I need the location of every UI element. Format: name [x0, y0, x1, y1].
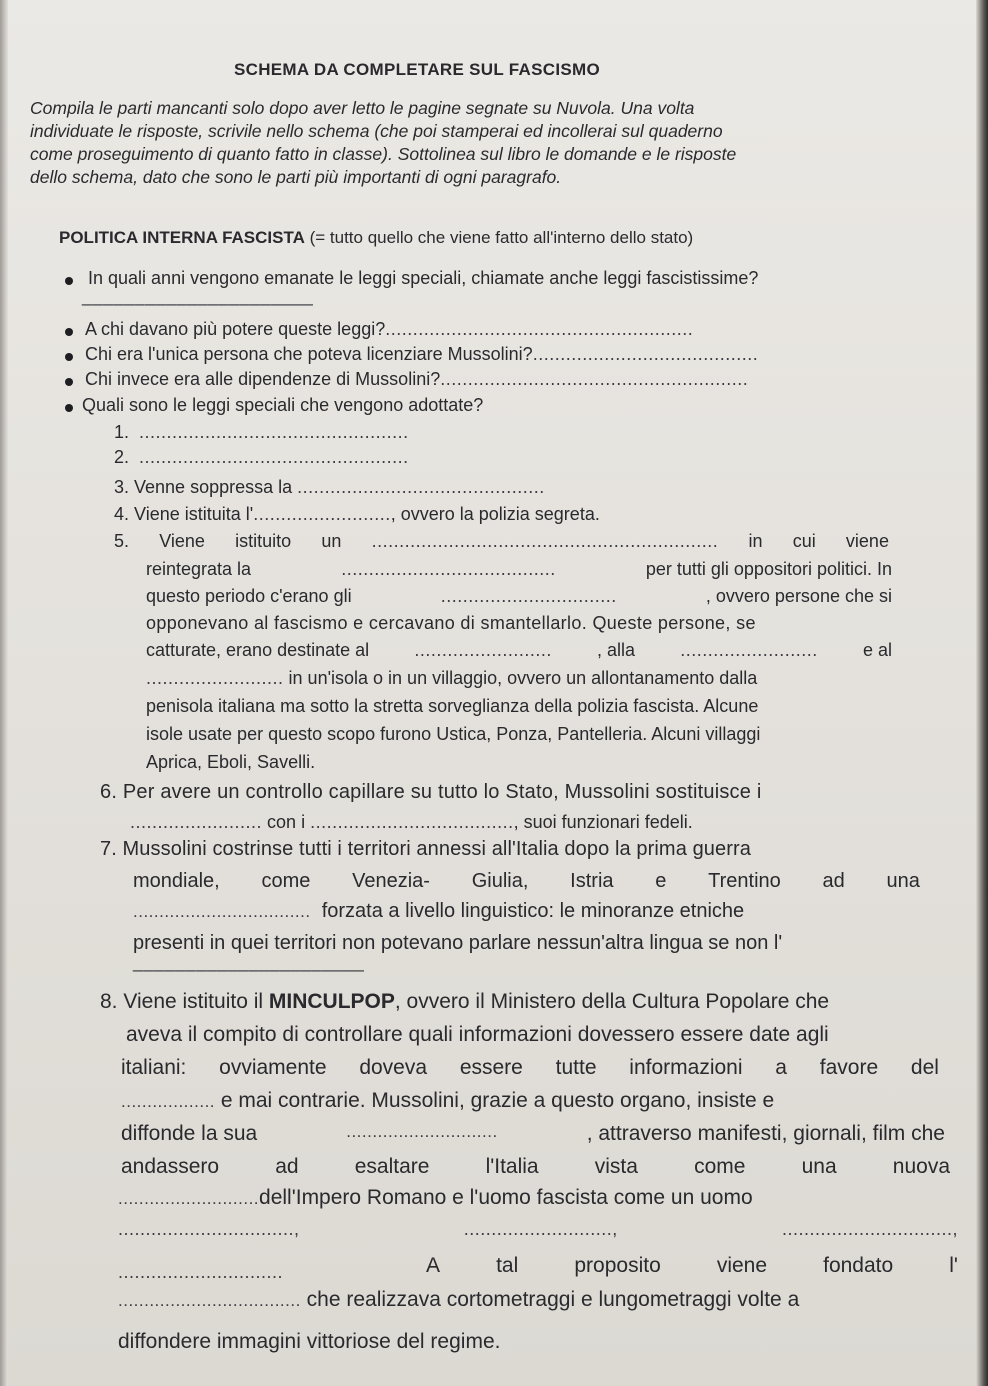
answer-blank-6a[interactable]: ........................	[130, 812, 263, 832]
item-7-word: ad	[822, 870, 845, 892]
item-8-line-10	[118, 1288, 799, 1312]
section-heading-rest: (= tutto quello che viene fatto all'interno dello stato)	[304, 228, 694, 247]
item-1	[114, 422, 409, 443]
item-1-number: 1.	[114, 422, 130, 442]
item-5-line-5	[146, 640, 892, 661]
item-8-text: dell'Impero Romano e l'uomo fascista come un uomo	[259, 1186, 753, 1209]
item-6-line-2	[130, 812, 693, 833]
item-8-word: ad	[275, 1155, 299, 1178]
item-7-word: e	[655, 870, 667, 892]
item-8-word: essere	[459, 1056, 523, 1079]
answer-blank-8h[interactable]: ...................................	[118, 1291, 301, 1310]
page-shadow-left	[0, 0, 8, 1386]
page-shadow-right	[976, 0, 988, 1386]
item-8-line-7	[118, 1186, 753, 1210]
item-7-line-1: 7. Mussolini costrinse tutti i territori annessi all'Italia dopo la prima guerra	[100, 838, 751, 860]
item-6-text: , suoi funzionari fedeli.	[513, 812, 693, 832]
item-8-text: che realizzava cortometraggi e lungometraggi volte a	[306, 1288, 800, 1311]
bullet-icon	[65, 404, 73, 412]
question-2	[85, 319, 693, 340]
item-8-line-4	[121, 1089, 774, 1113]
item-5-line-1	[114, 531, 889, 552]
item-8-word: doveva	[359, 1056, 428, 1079]
item-8-word: viene	[716, 1254, 768, 1277]
item-8-line-9	[426, 1254, 958, 1278]
answer-blank-1[interactable]: .................................................	[139, 422, 409, 442]
question-4-text: Chi invece era alle dipendenze di Mussolini?	[85, 369, 441, 389]
item-8-word: informazioni	[629, 1056, 743, 1079]
item-4	[114, 504, 600, 525]
item-8-word: nuova	[892, 1155, 950, 1178]
item-8-word: fondato	[823, 1254, 894, 1277]
answer-blank-5c[interactable]: ................................	[440, 586, 617, 606]
item-5-word: in	[748, 531, 763, 551]
section-heading	[59, 228, 693, 248]
item-8-word: tutte	[555, 1056, 597, 1079]
question-5: Quali sono le leggi speciali che vengono adottate?	[82, 395, 484, 415]
item-7-line-2	[133, 870, 920, 893]
bullet-icon	[65, 277, 73, 285]
item-8-word: come	[694, 1155, 746, 1178]
item-8-word: esaltare	[354, 1155, 430, 1178]
answer-blank-3[interactable]: .............................................	[297, 477, 545, 497]
item-7-word: Venezia-	[352, 870, 430, 892]
question-4	[85, 369, 748, 390]
intro-line-3: come proseguimento di quanto fatto in classe). Sottolinea sul libro le domande e le risposte	[30, 144, 737, 164]
item-8-line-8	[118, 1219, 958, 1240]
item-8-word: A	[426, 1254, 441, 1277]
answer-blank-8c[interactable]: ...........................	[118, 1189, 260, 1208]
answer-blank-5a[interactable]: ...............................................................	[371, 531, 719, 551]
intro-line-2: individuate le risposte, scrivile nello schema (che poi stamperai ed incollerai sul quaderno	[30, 121, 723, 141]
question-3	[85, 344, 758, 365]
item-7-line-3	[133, 900, 744, 923]
item-8-word: l'Italia	[485, 1155, 539, 1178]
item-5-line-7: penisola italiana ma sotto la stretta sorveglianza della polizia fascista. Alcune	[146, 696, 759, 716]
answer-blank-8a[interactable]: ..................	[121, 1092, 216, 1111]
item-5-text: reintegrata la	[146, 559, 252, 579]
answer-blank-5b[interactable]: .......................................	[341, 559, 556, 579]
item-8-line-6	[121, 1155, 950, 1179]
item-8-word: proposito	[574, 1254, 661, 1277]
item-8-line-11: diffondere immagini vittoriose del regime.	[118, 1330, 501, 1353]
answer-blank-7b[interactable]: ______________________	[133, 952, 365, 972]
item-7-word: Trentino	[708, 870, 781, 892]
item-8-line-3	[121, 1056, 939, 1080]
bullet-icon	[65, 353, 73, 361]
item-7-word: una	[886, 870, 920, 892]
item-8-line-1	[100, 990, 829, 1014]
answer-blank-5e[interactable]: .........................	[680, 640, 818, 660]
item-5-text: e al	[862, 640, 892, 660]
answer-blank-8d[interactable]: ................................,	[118, 1219, 300, 1239]
bullet-icon	[65, 378, 73, 386]
item-5-word: istituito	[235, 531, 292, 551]
answer-blank-8b[interactable]: .............................	[346, 1122, 498, 1141]
item-5-text: , alla	[597, 640, 636, 660]
item-5-word: un	[321, 531, 342, 551]
item-7-word: come	[261, 870, 311, 892]
item-7-word: Istria	[570, 870, 614, 892]
answer-blank-4[interactable]: .........................	[253, 504, 391, 524]
answer-blank-q4[interactable]: ........................................................	[440, 369, 749, 389]
answer-blank-q1[interactable]: ______________________	[82, 286, 314, 306]
item-5-text: catturate, erano destinate al	[146, 640, 370, 660]
minculpop-label: MINCULPOP	[268, 990, 395, 1013]
item-8-text: , attraverso manifesti, giornali, film che	[586, 1122, 945, 1145]
item-4-text-a: 4. Viene istituita l'	[114, 504, 254, 524]
item-8-text: e mai contrarie. Mussolini, grazie a questo organo, insiste e	[220, 1089, 775, 1112]
section-heading-bold: POLITICA INTERNA FASCISTA	[59, 228, 305, 247]
item-8-text: 8. Viene istituito il	[100, 990, 269, 1013]
item-8-line-5	[121, 1122, 945, 1146]
answer-blank-5d[interactable]: .........................	[414, 640, 552, 660]
item-5-line-3	[146, 586, 892, 607]
item-5-word: viene	[845, 531, 889, 551]
item-5-line-9: Aprica, Eboli, Savelli.	[146, 752, 316, 772]
answer-blank-8f[interactable]: ...............................,	[781, 1219, 958, 1239]
item-8-word: una	[801, 1155, 837, 1178]
bullet-icon	[65, 328, 73, 336]
answer-blank-q2[interactable]: ........................................................	[385, 319, 694, 339]
item-8-word: italiani:	[121, 1056, 187, 1079]
item-6-text: con i	[267, 812, 306, 832]
item-8-text: diffonde la sua	[121, 1122, 258, 1145]
answer-blank-2[interactable]: .................................................	[139, 447, 409, 467]
item-5-text: , ovvero persone che si	[705, 586, 892, 606]
item-5-line-4: opponevano al fascismo e cercavano di smantellarlo. Queste persone, se	[146, 613, 756, 633]
item-8-word: tal	[496, 1254, 519, 1277]
item-5-line-2	[146, 559, 892, 580]
answer-blank-6b[interactable]: .....................................	[310, 812, 514, 832]
item-8-text: , ovvero il Ministero della Cultura Popolare che	[394, 990, 830, 1013]
item-5-text: per tutti gli oppositori politici. In	[645, 559, 892, 579]
item-5-text: in un'isola o in un villaggio, ovvero un allontanamento dalla	[288, 668, 758, 688]
item-2-number: 2.	[114, 447, 130, 467]
item-3	[114, 477, 545, 498]
item-8-word: andassero	[121, 1155, 220, 1178]
intro-line-4: dello schema, dato che sono le parti più importanti di ogni paragrafo.	[30, 167, 562, 187]
item-3-text: 3. Venne soppressa la	[114, 477, 293, 497]
answer-blank-5f[interactable]: .........................	[146, 668, 284, 688]
item-5-word: cui	[792, 531, 816, 551]
item-8-line-2: aveva il compito di controllare quali informazioni dovessero essere date agli	[126, 1023, 829, 1046]
item-7-text: forzata a livello linguistico: le minoranze etniche	[321, 900, 745, 922]
intro-line-1: Compila le parti mancanti solo dopo aver letto le pagine segnate su Nuvola. Una volta	[30, 98, 695, 118]
answer-blank-7a[interactable]: ..................................	[133, 902, 311, 921]
question-2-text: A chi davano più potere queste leggi?	[85, 319, 386, 339]
answer-blank-8e[interactable]: ...........................,	[463, 1219, 618, 1239]
item-8-word: l'	[949, 1254, 958, 1277]
question-3-text: Chi era l'unica persona che poteva licenziare Mussolini?	[85, 344, 533, 364]
item-2	[114, 447, 409, 468]
item-5-word: Viene	[159, 531, 205, 551]
answer-blank-8g[interactable]: ..............................	[118, 1262, 284, 1282]
item-4-text-b: , ovvero la polizia segreta.	[390, 504, 600, 524]
item-7-word: mondiale,	[133, 870, 220, 892]
item-8-word: del	[910, 1056, 939, 1079]
item-5-word: 5.	[114, 531, 130, 551]
item-6-line-1: 6. Per avere un controllo capillare su tutto lo Stato, Mussolini sostituisce i	[100, 781, 762, 803]
item-5-line-6	[146, 668, 757, 689]
item-7-word: Giulia,	[471, 870, 529, 892]
answer-blank-q3[interactable]: .........................................	[532, 344, 759, 364]
item-8-word: vista	[594, 1155, 638, 1178]
item-8-word: a	[775, 1056, 787, 1079]
item-8-word: favore	[819, 1056, 879, 1079]
item-5-line-8: isole usate per questo scopo furono Ustica, Ponza, Pantelleria. Alcuni villaggi	[146, 724, 761, 744]
item-7-line-4: presenti in quei territori non potevano parlare nessun'altra lingua se non l'	[133, 932, 783, 954]
item-5-text: questo periodo c'erano gli	[146, 586, 352, 606]
page-title: SCHEMA DA COMPLETARE SUL FASCISMO	[234, 60, 600, 79]
item-8-word: ovviamente	[219, 1056, 327, 1079]
question-1: In quali anni vengono emanate le leggi speciali, chiamate anche leggi fascistissime?	[88, 268, 759, 288]
